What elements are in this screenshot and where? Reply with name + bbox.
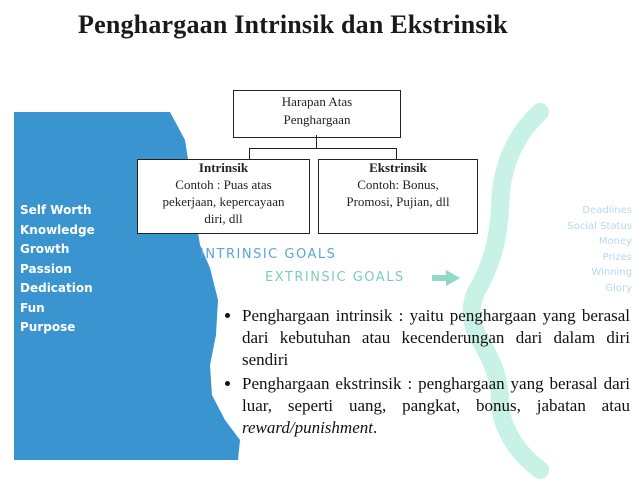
extrinsic-goals-label: EXTRINSIC GOALS [265,270,405,285]
right-item: Prizes [602,251,632,263]
left-item: Knowledge [20,222,95,237]
intrinsic-box [137,159,310,234]
bullet-intrinsic: • Penghargaan intrinsik : yaitu penghargaan yang berasal dari kebutuhan atau kecenderungan dari dalam diri sendiri [242,305,630,371]
bullet-extrinsic [242,373,630,439]
intrinsic-line1: Contoh : Puas atas [175,177,272,192]
connector-left [249,148,250,159]
left-item: Dedication [20,281,93,295]
expectation-box [233,90,401,138]
bullet-extrinsic-end: . [372,418,378,437]
extrinsic-values-list [567,203,632,296]
intrinsic-line3: diri, dll [204,211,243,226]
intrinsic-goals-label: INTRINSIC GOALS [200,247,337,262]
left-item: Purpose [20,320,76,334]
bullet-list [220,305,630,441]
extrinsic-line1: Contoh: Bonus, [357,177,439,192]
bullet-extrinsic-italic: reward/punishment [242,418,373,437]
extrinsic-line2: Promosi, Pujian, dll [346,194,450,209]
left-item: Self Worth [20,203,92,217]
expectation-line2: Penghargaan [283,112,351,127]
left-item: Passion [20,261,72,276]
intrinsic-line2: pekerjaan, kepercayaan [162,194,285,209]
extrinsic-heading: Ekstrinsik [369,160,427,175]
right-item: Glory [605,282,632,294]
bullet-extrinsic-text: Penghargaan ekstrinsik : penghargaan yang berasal dari luar, seperti uang, pangkat, bonus, jabatan atau [242,374,630,415]
extrinsic-box [318,159,478,234]
connector-horizontal [249,148,397,149]
right-item: Social Status [567,220,632,232]
left-item: Growth [20,242,70,256]
intrinsic-values-list [20,201,95,338]
connector-right [396,148,397,159]
intrinsic-heading: Intrinsik [198,160,249,175]
right-item: Money [598,236,632,247]
left-item: Fun [20,300,45,315]
right-item: Winning [591,267,632,278]
arrow-right-icon [432,270,460,286]
page-title: Penghargaan Intrinsik dan Ekstrinsik [78,10,508,39]
right-item: Deadlines [582,205,632,216]
expectation-line1: Harapan Atas [281,94,353,109]
connector-vertical [316,135,317,149]
